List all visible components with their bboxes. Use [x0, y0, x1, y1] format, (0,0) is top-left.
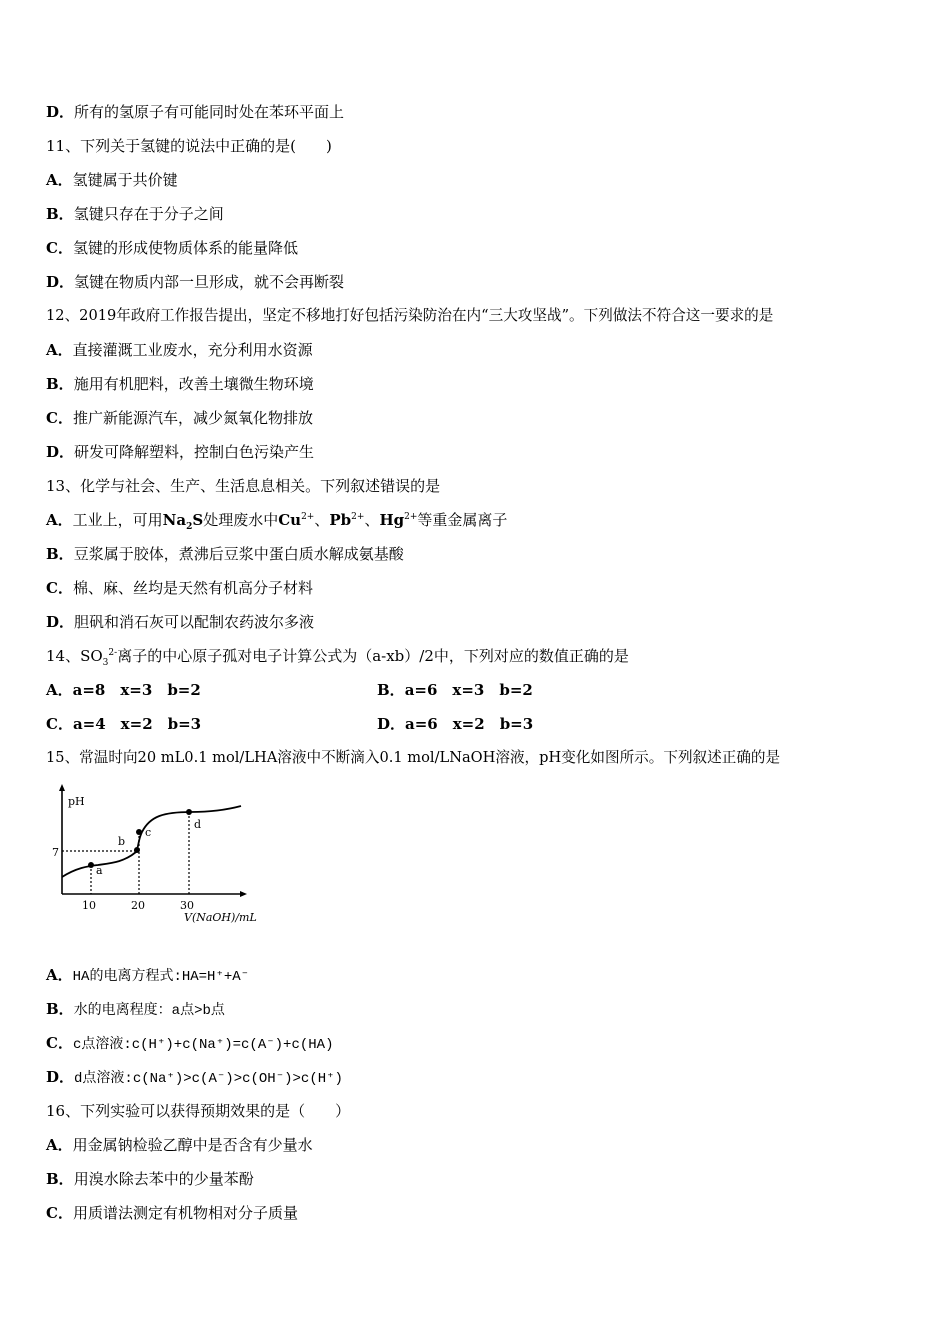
q11-option-b	[46, 204, 224, 224]
q13-option-a	[46, 510, 507, 530]
option-label: B．	[377, 681, 405, 699]
separator: 、	[364, 511, 380, 529]
point-b	[134, 847, 140, 853]
point-label-c: c	[145, 826, 152, 839]
q14-stem	[46, 646, 629, 666]
superscript: 2+	[404, 512, 418, 522]
option-text: c点溶液:c(H⁺)+c(Na⁺)=c(A⁻)+c(HA)	[72, 1037, 334, 1053]
x-axis-arrow	[240, 891, 247, 897]
option-text: a=8 x=3 b=2	[72, 681, 201, 699]
option-text: 研发可降解塑料，控制白色污染产生	[74, 443, 315, 461]
y-tick-label-7: 7	[52, 846, 59, 859]
q12-option-d	[46, 442, 314, 462]
option-text: 工业上，可用	[72, 511, 163, 529]
option-text: 处理废水中	[203, 511, 279, 529]
option-text: HA的电离方程式:HA=H⁺+A⁻	[72, 969, 250, 985]
x-axis-label: V(NaOH)/mL	[184, 911, 257, 924]
option-label: A．	[46, 511, 73, 529]
subscript: 2	[186, 522, 193, 532]
option-text: 豆浆属于胶体，煮沸后豆浆中蛋白质水解成氨基酸	[73, 545, 404, 563]
option-label: C．	[46, 1204, 73, 1222]
option-label: D．	[46, 103, 75, 121]
option-label: A．	[46, 966, 73, 984]
option-text: a=4 x=2 b=3	[72, 715, 202, 733]
option-label: D．	[46, 1068, 75, 1086]
option-label: C．	[46, 715, 73, 733]
option-text: 氢键属于共价键	[72, 171, 178, 189]
y-axis-label: pH	[68, 795, 85, 808]
superscript: 2+	[301, 512, 315, 522]
q15-option-a	[46, 965, 249, 987]
q16-option-a	[46, 1135, 313, 1155]
separator: 、	[314, 511, 330, 529]
option-text: 直接灌溉工业废水，充分利用水资源	[72, 341, 313, 359]
option-label: A．	[46, 681, 73, 699]
ion-cu: Cu	[278, 511, 302, 529]
option-label: A．	[46, 171, 73, 189]
q14-option-c	[46, 714, 201, 734]
point-d	[186, 809, 192, 815]
q12-option-c	[46, 408, 313, 428]
q15-option-c	[46, 1033, 333, 1055]
q12-stem: 12、2019年政府工作报告提出，坚定不移地打好包括污染防治在内“三大攻坚战”。下列做法不符合这一要求的是	[46, 307, 774, 324]
option-label: C．	[46, 579, 73, 597]
option-text: 氢键在物质内部一旦形成，就不会再断裂	[74, 273, 345, 291]
option-label: B．	[46, 1170, 74, 1188]
superscript: 2+	[351, 512, 365, 522]
x-tick-label-20: 20	[131, 899, 145, 912]
q14-option-a	[46, 680, 201, 700]
q11-stem: 11、下列关于氢键的说法中正确的是( )	[46, 137, 332, 155]
option-label: B．	[46, 375, 74, 393]
option-text: 水的电离程度：a点>b点	[73, 1003, 225, 1019]
option-text: 施用有机肥料，改善土壤微生物环境	[73, 375, 314, 393]
option-label: D．	[46, 273, 75, 291]
option-label: C．	[46, 409, 73, 427]
ph-titration-chart	[46, 782, 276, 927]
option-label: D．	[46, 443, 75, 461]
q11-option-a	[46, 170, 178, 190]
formula-na: Na	[162, 511, 187, 529]
option-label: B．	[46, 205, 74, 223]
option-label: B．	[46, 545, 74, 563]
option-text: 氢键只存在于分子之间	[73, 205, 224, 223]
q13-option-d	[46, 612, 314, 632]
q13-option-b	[46, 544, 404, 564]
q16-stem: 16、下列实验可以获得预期效果的是（ ）	[46, 1102, 351, 1120]
option-label: D．	[46, 613, 75, 631]
stem-text: 14、SO	[46, 647, 103, 665]
option-text: 用质谱法测定有机物相对分子质量	[72, 1204, 298, 1222]
point-label-a: a	[96, 864, 103, 877]
q15-stem: 15、常温时向20 mL0.1 mol/LHA溶液中不断滴入0.1 mol/LNaOH溶液，pH变化如图所示。下列叙述正确的是	[46, 749, 781, 766]
point-label-d: d	[194, 818, 202, 831]
option-label: C．	[46, 239, 73, 257]
point-c	[136, 829, 142, 835]
q14-option-d	[377, 714, 533, 734]
x-tick-label-30: 30	[180, 899, 194, 912]
superscript: 2-	[108, 648, 118, 658]
option-text: 用溴水除去苯中的少量苯酚	[73, 1170, 254, 1188]
option-text: 推广新能源汽车，减少氮氧化物排放	[72, 409, 313, 427]
option-text: 棉、麻、丝均是天然有机高分子材料	[72, 579, 313, 597]
option-label: A．	[46, 341, 73, 359]
subscript: 3	[102, 658, 109, 668]
point-a	[88, 862, 94, 868]
option-text: 用金属钠检验乙醇中是否含有少量水	[72, 1136, 313, 1154]
option-text: 胆矾和消石灰可以配制农药波尔多液	[74, 613, 315, 631]
option-label: D．	[377, 715, 406, 733]
q13-stem: 13、化学与社会、生产、生活息息相关。下列叙述错误的是	[46, 477, 441, 495]
q14-option-b	[377, 680, 533, 700]
q15-option-d	[46, 1067, 343, 1089]
point-label-b: b	[118, 835, 126, 848]
option-label: A．	[46, 1136, 73, 1154]
y-axis-arrow	[59, 784, 65, 791]
q16-option-c	[46, 1203, 298, 1223]
q12-option-b	[46, 374, 314, 394]
q12-option-a	[46, 340, 313, 360]
option-text: a=6 x=3 b=2	[404, 681, 533, 699]
stem-text: 离子的中心原子孤对电子计算公式为（a-xb）/2中，下列对应的数值正确的是	[117, 647, 629, 665]
x-tick-label-10: 10	[82, 899, 96, 912]
q10-option-d	[46, 102, 344, 122]
option-text: 所有的氢原子有可能同时处在苯环平面上	[74, 103, 345, 121]
q15-option-b	[46, 999, 225, 1021]
option-label: B．	[46, 1000, 74, 1018]
q11-option-c	[46, 238, 298, 258]
formula-s: S	[192, 511, 204, 529]
q13-option-c	[46, 578, 313, 598]
option-text: a=6 x=2 b=3	[405, 715, 534, 733]
option-text: d点溶液:c(Na⁺)>c(A⁻)>c(OH⁻)>c(H⁺)	[74, 1071, 343, 1087]
ion-pb: Pb	[329, 511, 352, 529]
q11-option-d	[46, 272, 344, 292]
option-text: 等重金属离子	[417, 511, 508, 529]
option-label: C．	[46, 1034, 73, 1052]
q16-option-b	[46, 1169, 254, 1189]
ion-hg: Hg	[379, 511, 405, 529]
option-text: 氢键的形成使物质体系的能量降低	[72, 239, 298, 257]
